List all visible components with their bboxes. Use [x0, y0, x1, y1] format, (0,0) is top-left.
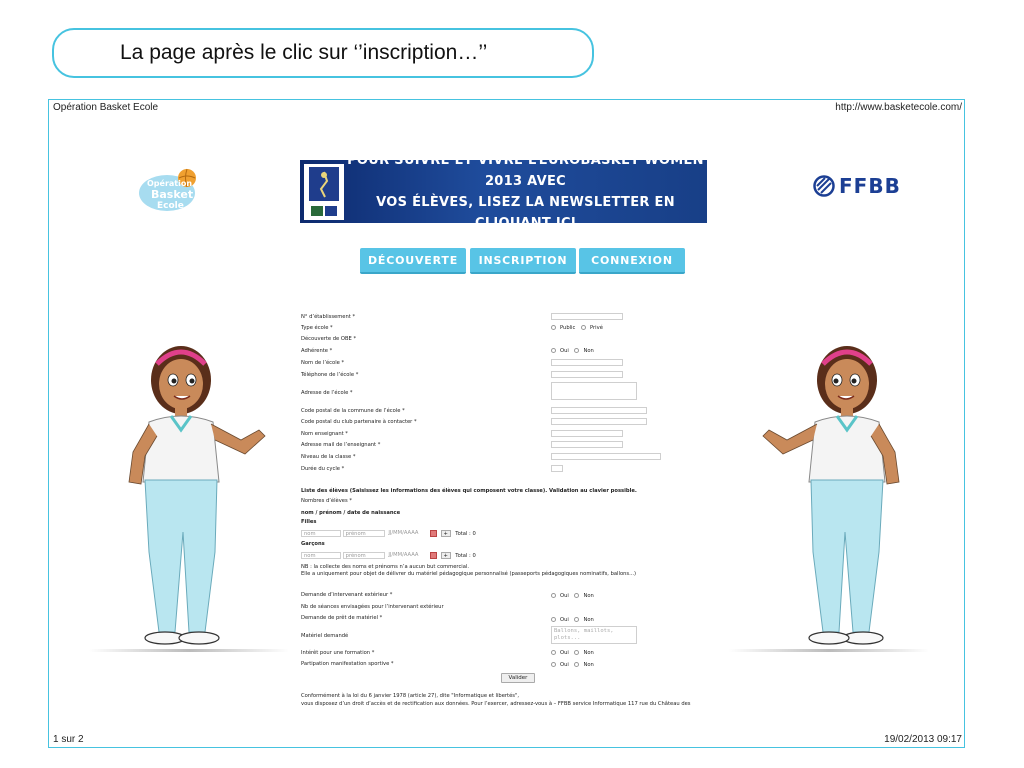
- intervenant-non-label: Non: [583, 593, 594, 599]
- nav-inscription-button[interactable]: INSCRIPTION: [470, 248, 576, 274]
- etablissement-input[interactable]: [551, 313, 623, 320]
- garcons-total: Total : 0: [455, 553, 476, 559]
- cp-ecole-input[interactable]: [551, 407, 647, 414]
- adherente-oui-label: Oui: [560, 348, 569, 354]
- label-pret: Demande de prêt de matériel *: [301, 615, 383, 621]
- materiel-textarea[interactable]: Ballons, maillots, plots...: [551, 626, 637, 644]
- nav-decouverte-button[interactable]: DÉCOUVERTE: [360, 248, 466, 274]
- nb-line-1: NB : la collecte des noms et prénoms n’a aucun but commercial.: [301, 564, 470, 570]
- label-cp-ecole: Code postal de la commune de l’école *: [301, 408, 405, 414]
- nom-enseignant-input[interactable]: [551, 430, 623, 437]
- label-adherente: Adhérente *: [301, 348, 333, 354]
- formation-oui-label: Oui: [560, 650, 569, 656]
- label-intervenant: Demande d’intervenant extérieur *: [301, 592, 393, 598]
- label-materiel: Matériel demandé: [301, 633, 349, 639]
- ffbb-logo-text: FFBB: [839, 174, 901, 198]
- filles-date-input[interactable]: JJ/MM/AAAA: [388, 530, 419, 536]
- obe-logo-word-3: Ecole: [157, 201, 184, 211]
- obe-logo[interactable]: [137, 166, 201, 216]
- label-etablissement: N° d’établissement *: [301, 314, 356, 320]
- manifestation-non-label: Non: [583, 662, 594, 668]
- caption-text: La page après le clic sur ‘’inscription…’’: [120, 41, 488, 64]
- print-header-title: Opération Basket Ecole: [53, 102, 159, 113]
- eleves-title: Liste des élèves (Saisissez les informations des élèves qui composent votre classe). Validation au clavier possible.: [301, 488, 637, 494]
- caption-box: [52, 28, 594, 78]
- filles-prenom-input[interactable]: prénom: [343, 530, 385, 537]
- eurobasket-banner[interactable]: [300, 152, 707, 231]
- eurobasket-emblem-icon: [304, 164, 344, 220]
- formation-radio[interactable]: [551, 650, 598, 656]
- garcons-row: [301, 552, 476, 559]
- girl-illustration-right: [749, 332, 909, 672]
- adresse-textarea[interactable]: [551, 382, 637, 400]
- legal-line-2: vous disposez d’un droit d’accès et de rectification aux données. Pour l’exercer, adressez-vous à – FFBB service Informatique 117 rue du Château des: [301, 701, 691, 707]
- label-seances: Nb de séances envisagées pour l’intervenant extérieur: [301, 604, 444, 610]
- filles-row: [301, 530, 476, 537]
- obe-logo-word-2: Basket: [151, 188, 194, 201]
- nom-ecole-input[interactable]: [551, 359, 623, 366]
- adherente-non-label: Non: [583, 348, 594, 354]
- garcons-add-button[interactable]: +: [441, 552, 451, 559]
- label-adresse: Adresse de l’école *: [301, 390, 353, 396]
- adherente-radio[interactable]: [551, 348, 598, 354]
- pret-radio[interactable]: [551, 617, 598, 623]
- valider-button[interactable]: Valider: [501, 673, 535, 683]
- print-footer-date: 19/02/2013 09:17: [884, 734, 962, 745]
- radio-prive-label: Privé: [590, 325, 603, 331]
- girl-illustration-left: [119, 332, 279, 672]
- manifestation-oui-label: Oui: [560, 662, 569, 668]
- print-header-url: http://www.basketecole.com/: [835, 102, 962, 113]
- label-nom-enseignant: Nom enseignant *: [301, 431, 348, 437]
- legal-line-1: Conformément à la loi du 6 janvier 1978 (article 27), dite "Informatique et libertés",: [301, 693, 519, 699]
- mail-enseignant-input[interactable]: [551, 441, 623, 448]
- nb-line-2: Elle a uniquement pour objet de délivrer du matériel pédagogique personnalisé (passeports pédagogiques nominatifs, ballons...): [301, 571, 637, 577]
- pret-non-label: Non: [583, 617, 594, 623]
- page-screenshot: [48, 99, 965, 748]
- banner-line-2: VOS ÉLÈVES, LISEZ LA NEWSLETTER EN CLIQUANT ICI: [376, 194, 675, 231]
- nav-connexion-button[interactable]: CONNEXION: [579, 248, 685, 274]
- ffbb-ball-icon: [813, 175, 835, 197]
- label-manifestation: Partipation manifestation sportive *: [301, 661, 394, 667]
- filles-add-button[interactable]: +: [441, 530, 451, 537]
- filles-calendar-icon[interactable]: [430, 530, 437, 537]
- obe-logo-word-1: Opération: [147, 179, 193, 188]
- label-decouverte-obe: Découverte de OBE *: [301, 336, 357, 342]
- formation-non-label: Non: [583, 650, 594, 656]
- label-garcons: Garçons: [301, 541, 325, 547]
- garcons-calendar-icon[interactable]: [430, 552, 437, 559]
- niveau-input[interactable]: [551, 453, 661, 460]
- filles-nom-input[interactable]: nom: [301, 530, 341, 537]
- cp-club-input[interactable]: [551, 418, 647, 425]
- label-nombre-eleves: Nombres d’élèves *: [301, 498, 352, 504]
- label-mail-enseignant: Adresse mail de l’enseignant *: [301, 442, 381, 448]
- intervenant-oui-label: Oui: [560, 593, 569, 599]
- garcons-nom-input[interactable]: nom: [301, 552, 341, 559]
- telephone-input[interactable]: [551, 371, 623, 378]
- manifestation-radio[interactable]: [551, 662, 598, 668]
- label-formation: Intérêt pour une formation *: [301, 650, 375, 656]
- label-cp-club: Code postal du club partenaire à contacter *: [301, 419, 417, 425]
- type-ecole-radio[interactable]: [551, 325, 607, 331]
- label-filles: Filles: [301, 519, 317, 525]
- ffbb-logo[interactable]: [813, 174, 901, 198]
- filles-total: Total : 0: [455, 531, 476, 537]
- label-telephone: Téléphone de l’école *: [301, 372, 359, 378]
- intervenant-radio[interactable]: [551, 593, 598, 599]
- pret-oui-label: Oui: [560, 617, 569, 623]
- duree-input[interactable]: [551, 465, 563, 472]
- garcons-date-input[interactable]: JJ/MM/AAAA: [388, 552, 419, 558]
- label-type-ecole: Type école *: [301, 325, 333, 331]
- label-duree: Durée du cycle *: [301, 466, 345, 472]
- garcons-prenom-input[interactable]: prénom: [343, 552, 385, 559]
- radio-public-label: Public: [560, 325, 576, 331]
- label-nom-ecole: Nom de l’école *: [301, 360, 345, 366]
- print-footer-page: 1 sur 2: [53, 734, 84, 745]
- eleves-columns: nom / prénom / date de naissance: [301, 510, 401, 516]
- banner-line-1: POUR SUIVRE ET VIVRE L’EUROBASKET WOMEN 2013 AVEC: [347, 152, 704, 189]
- label-niveau: Niveau de la classe *: [301, 454, 356, 460]
